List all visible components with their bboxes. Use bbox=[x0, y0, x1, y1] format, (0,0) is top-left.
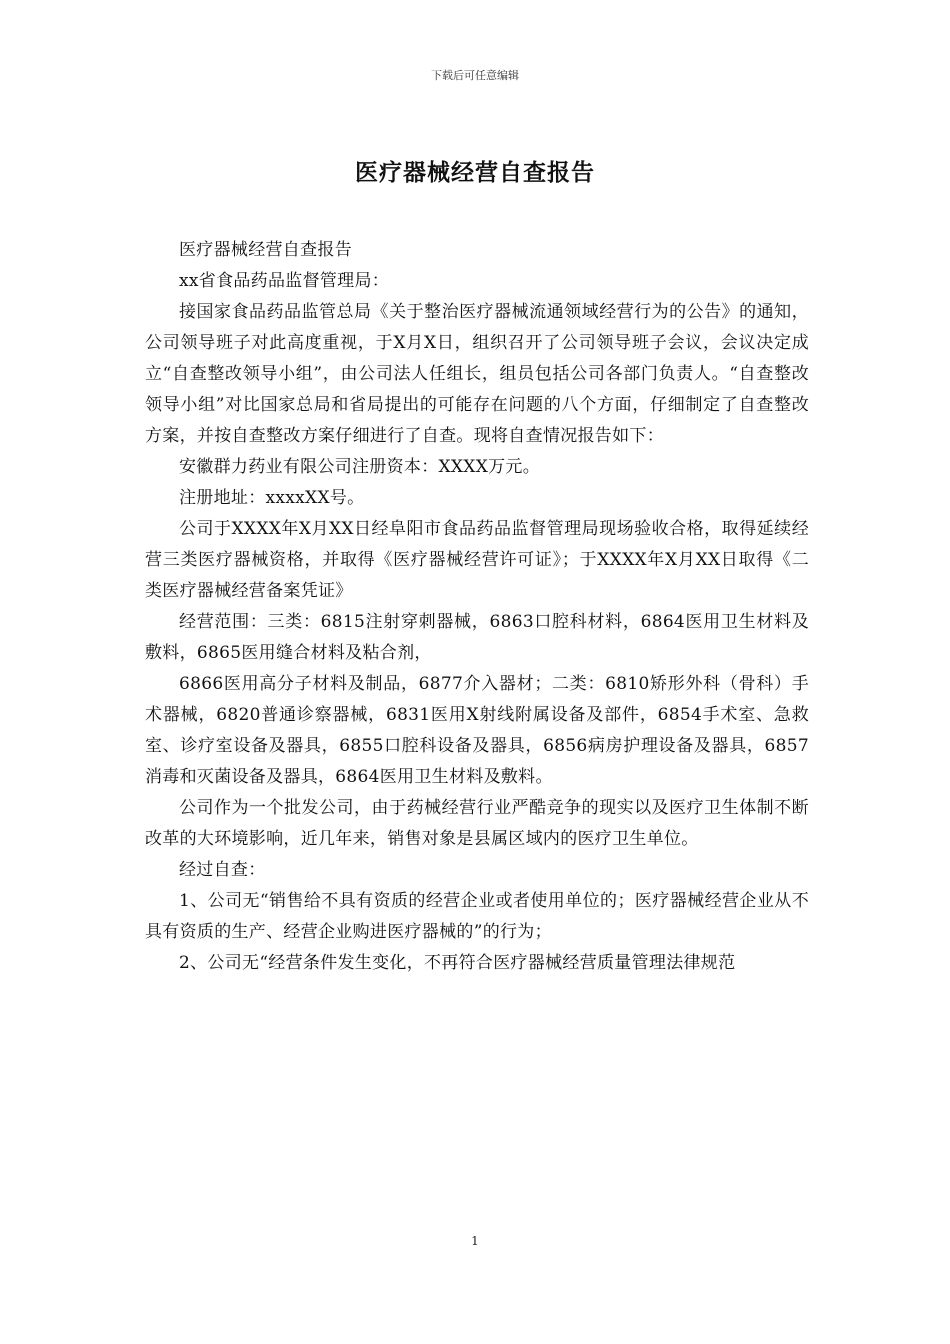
paragraph-addressee: xx省食品药品监督管理局： bbox=[179, 271, 390, 291]
page-header-note: 下载后可任意编辑 bbox=[431, 69, 519, 82]
paragraph-registered-address: 注册地址：xxxxXX号。 bbox=[179, 488, 365, 508]
paragraph-license: 公司于XXXX年X月XX日经阜阳市食品药品监督管理局现场验收合格，取得延续经营三类医疗器械资格，并取得《医疗器械经营许可证》；于XXXX年X月XX日取得《二类医疗器械经营备案凭证》 bbox=[145, 519, 809, 601]
paragraph-registered-capital: 安徽群力药业有限公司注册资本：XXXX万元。 bbox=[179, 457, 541, 477]
paragraph-finding-2: 2、公司无“经营条件发生变化，不再符合医疗器械经营质量管理法律规范 bbox=[179, 953, 736, 973]
paragraph-business-scope-2: 6866医用高分子材料及制品，6877介入器材；二类：6810矫形外科（骨科）手术器械，6820普通诊察器械，6831医用X射线附属设备及部件，6854手术室、急救室、诊疗室设备及器具，6855口腔科设备及器具，6856病房护理设备及器具，6857消毒和灭菌设备及器具，6864医用卫生材料及敷料。 bbox=[145, 674, 809, 787]
document-title: 医疗器械经营自查报告 bbox=[355, 160, 595, 186]
paragraph-intro: 接国家食品药品监管总局《关于整治医疗器械流通领域经营行为的公告》的通知，公司领导班子对此高度重视，于X月X日，组织召开了公司领导班子会议，会议决定成立“自查整改领导小组”，由公司法人任组长，组员包括公司各部门负责人。“自查整改领导小组”对比国家总局和省局提出的可能存在问题的八个方面，仔细制定了自查整改方案，并按自查整改方案仔细进行了自查。现将自查情况报告如下： bbox=[145, 302, 809, 446]
document-body bbox=[145, 235, 809, 979]
paragraph-subtitle: 医疗器械经营自查报告 bbox=[179, 240, 352, 260]
paragraph-company-background: 公司作为一个批发公司，由于药械经营行业严酷竞争的现实以及医疗卫生体制不断改革的大环境影响，近几年来，销售对象是县属区域内的医疗卫生单位。 bbox=[145, 798, 809, 849]
paragraph-business-scope-1: 经营范围：三类：6815注射穿刺器械，6863口腔科材料，6864医用卫生材料及敷料，6865医用缝合材料及粘合剂， bbox=[145, 612, 809, 663]
paragraph-self-check-heading: 经过自查： bbox=[179, 860, 266, 880]
paragraph-finding-1: 1、公司无“销售给不具有资质的经营企业或者使用单位的；医疗器械经营企业从不具有资质的生产、经营企业购进医疗器械的”的行为； bbox=[145, 891, 809, 942]
page-number: 1 bbox=[471, 1234, 479, 1248]
